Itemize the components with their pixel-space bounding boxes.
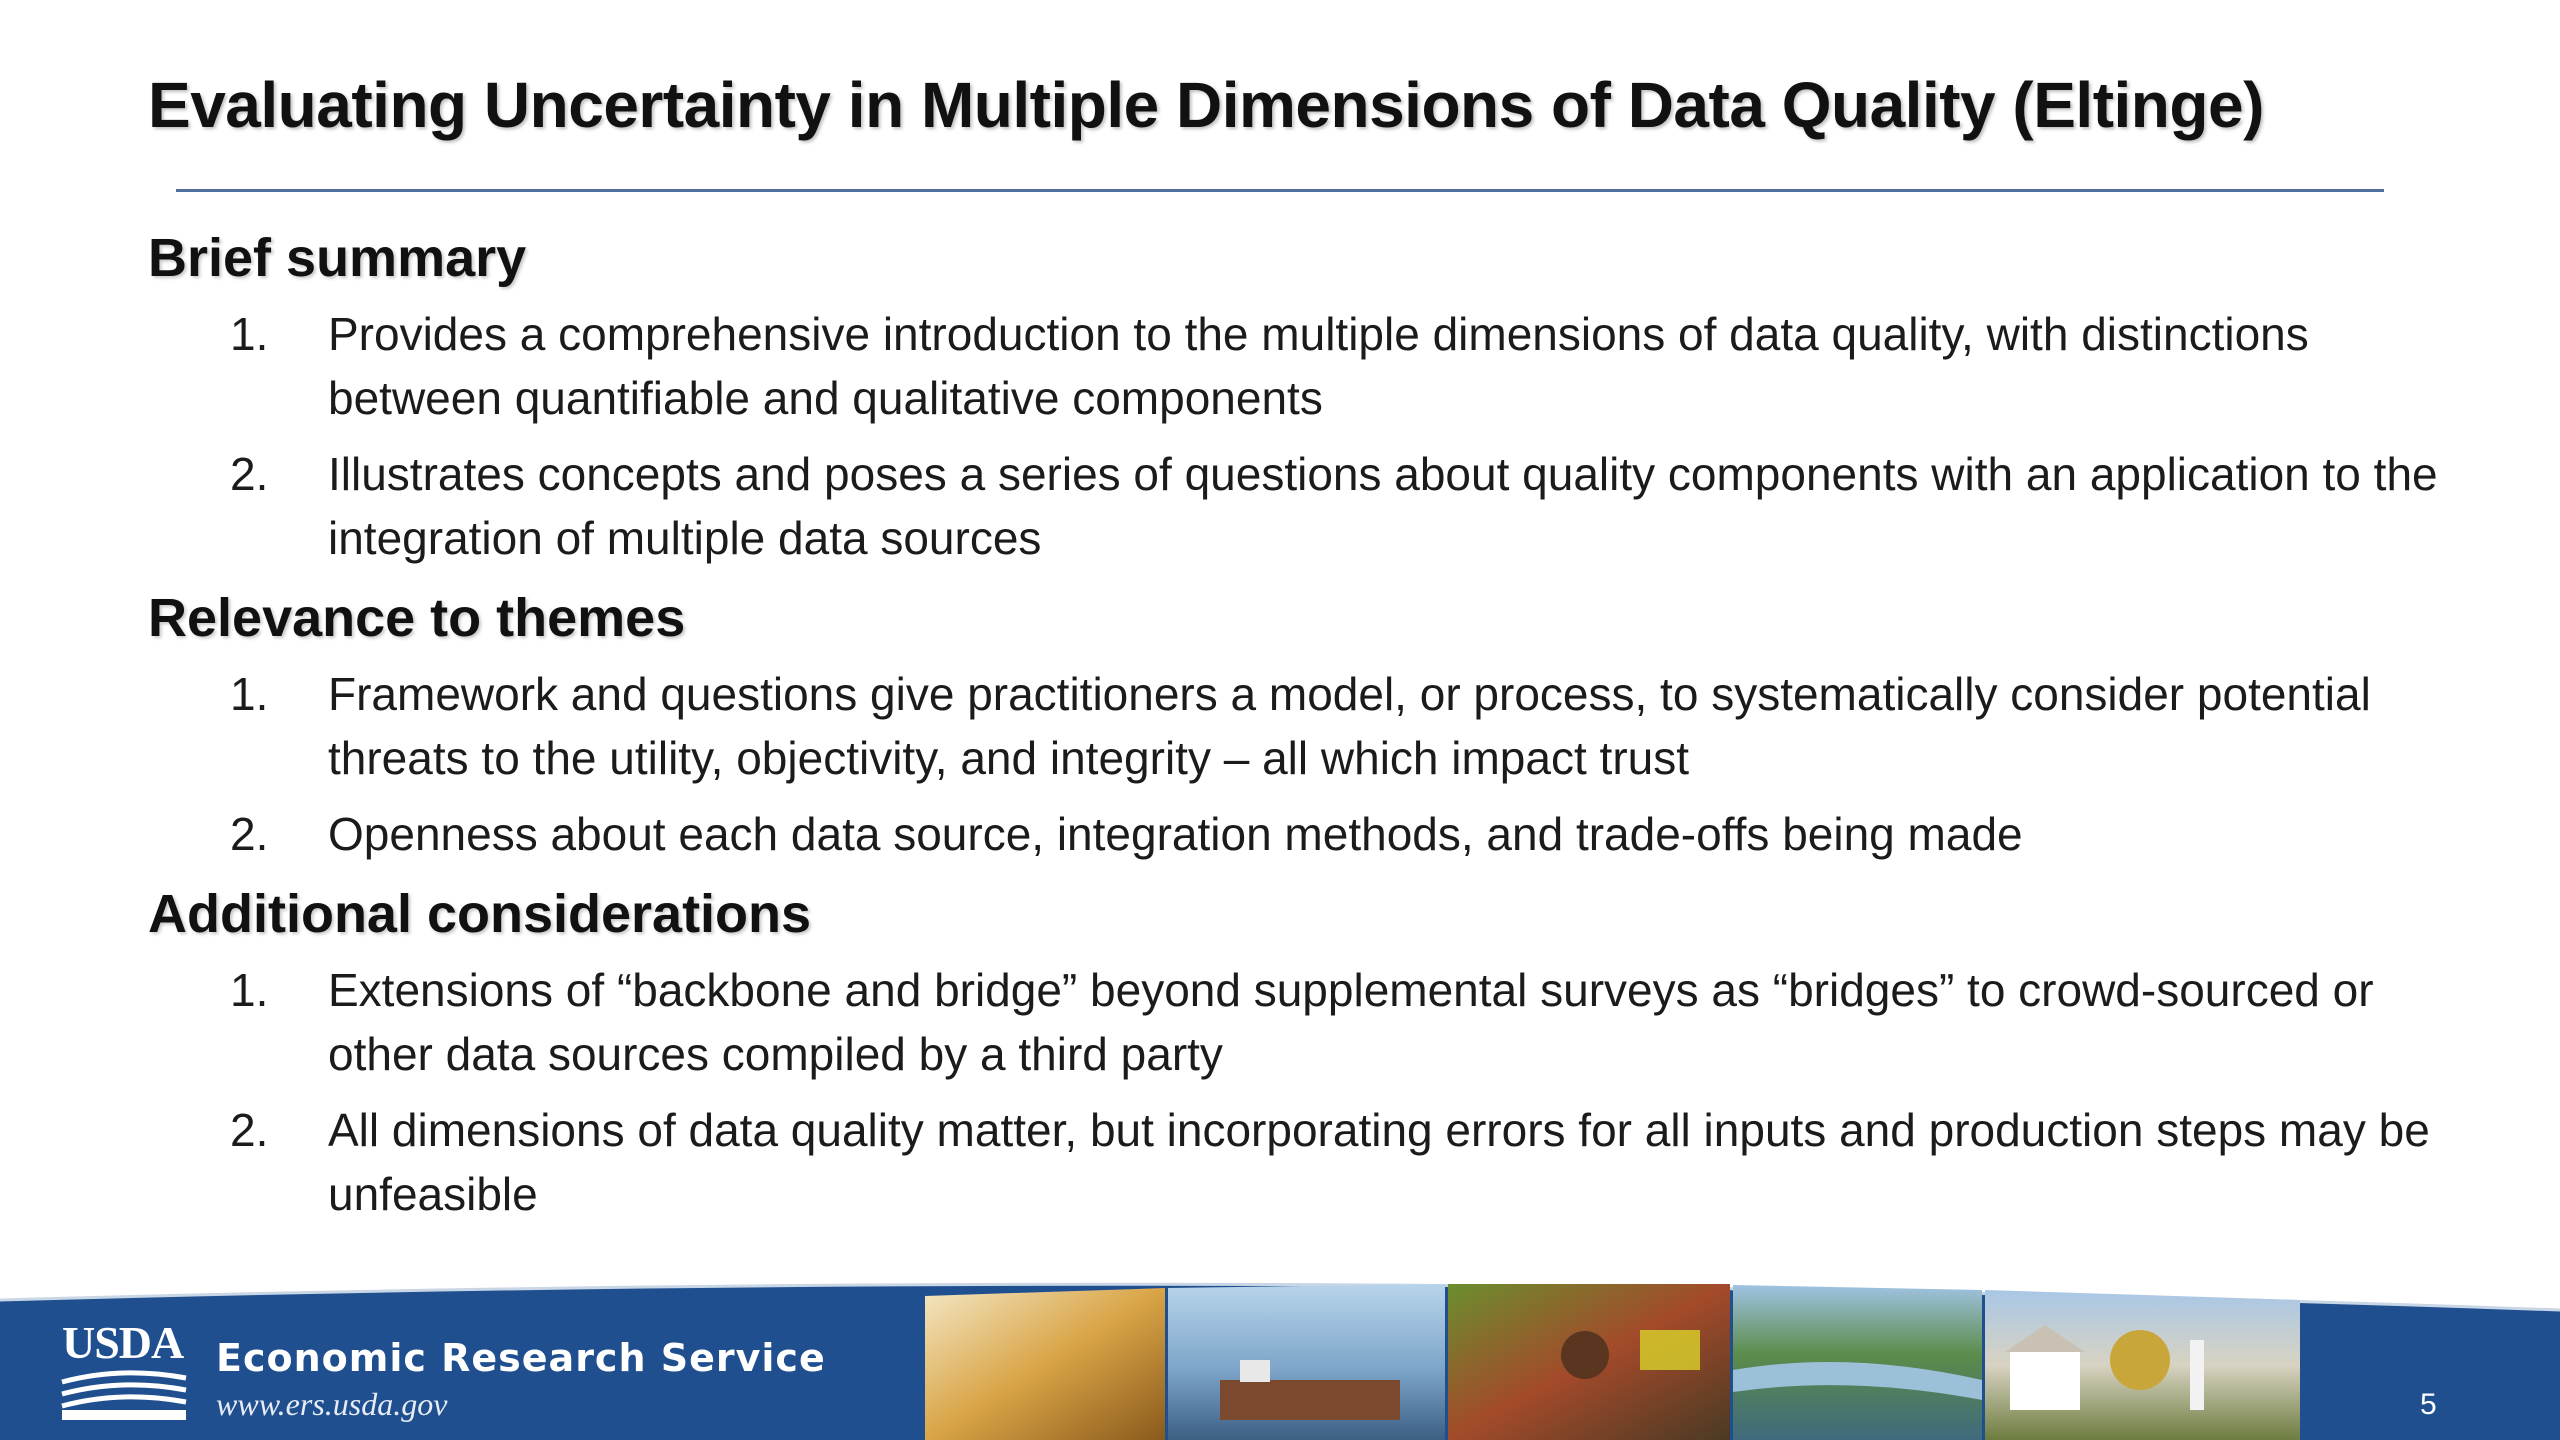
slide-content [148,222,2438,1238]
list-number: 2. [230,448,269,500]
list-number: 1. [230,308,269,360]
list-item-text: Framework and questions give practitioners a model, or process, to systematically consider potential threats to the utility, objectivity, and integrity – all which impact trust [328,668,2371,784]
list-item [148,662,2448,790]
list-number: 1. [230,964,269,1016]
list-item-text: Provides a comprehensive introduction to the multiple dimensions of data quality, with distinctions between quantifiable and qualitative components [328,308,2309,424]
footer-banner [0,1270,2560,1440]
list-item [148,302,2448,430]
list-item [148,442,2448,570]
relevance-list [148,662,2428,866]
additional-list [148,958,2428,1226]
section-heading-brief-summary: Brief summary [148,228,527,288]
agency-name: Economic Research Service [216,1336,826,1380]
list-number: 2. [230,808,269,860]
list-item [148,1098,2448,1226]
list-item-text: All dimensions of data quality matter, but incorporating errors for all inputs and production steps may be unfeasible [328,1104,2430,1220]
list-number: 2. [230,1104,269,1156]
section-heading-relevance: Relevance to themes [148,588,686,648]
list-number: 1. [230,668,269,720]
list-item-text: Extensions of “backbone and bridge” beyond supplemental surveys as “bridges” to crowd-sourced or other data sources compiled by a third party [328,964,2374,1080]
agency-url[interactable]: www.ers.usda.gov [216,1386,448,1422]
section-heading-additional: Additional considerations [148,884,812,944]
list-item [148,958,2448,1086]
usda-logo [62,1317,190,1394]
photo-strip [925,1284,2300,1440]
usda-logo-text: USDA [62,1317,184,1368]
page-number: 5 [2420,1388,2437,1421]
brief-summary-list [148,302,2438,570]
list-item-text: Openness about each data source, integration methods, and trade-offs being made [328,808,2023,860]
list-item-text: Illustrates concepts and poses a series of questions about quality components with an application to the integration of multiple data sources [328,448,2438,564]
list-item [148,802,2448,866]
title-divider [176,189,2384,192]
slide-title: Evaluating Uncertainty in Multiple Dimensions of Data Quality (Eltinge) [148,69,2264,141]
